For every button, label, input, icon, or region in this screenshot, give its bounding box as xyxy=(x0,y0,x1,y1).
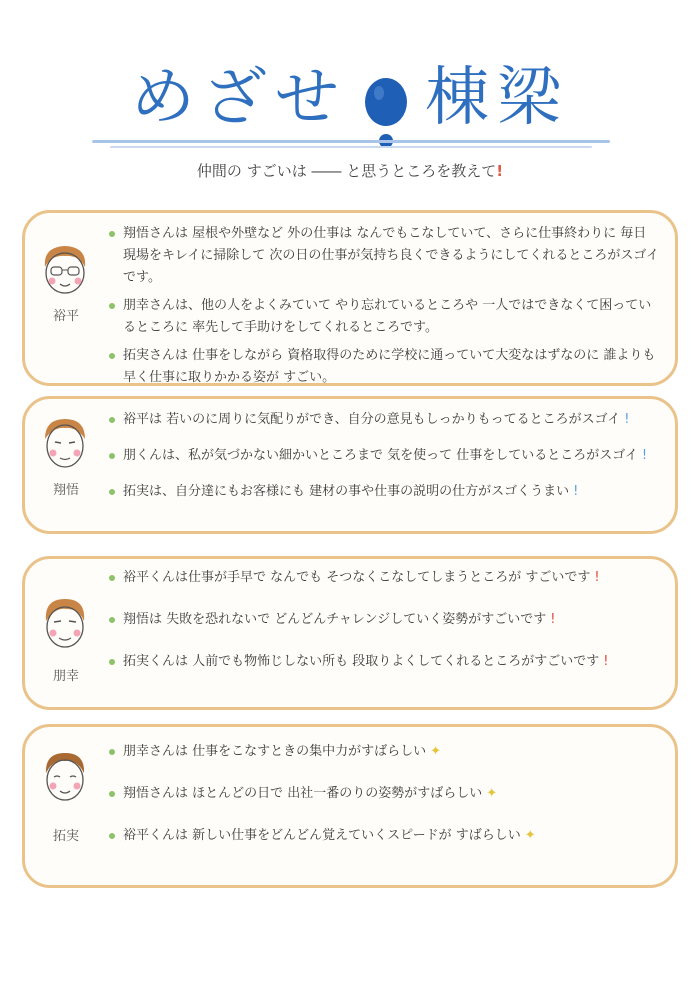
list-item: 拓実は、自分達にもお客様にも 建材の事や仕事の説明の仕方がスゴくうまい ! xyxy=(109,481,661,503)
list-item: 拓実さんは 仕事をしながら 資格取得のために学校に通っていて大変なはずなのに 誰よりも 早く仕事に取りかかる姿が すごい。 xyxy=(109,345,661,389)
bullet-icon xyxy=(109,617,115,623)
bullet-icon xyxy=(109,231,115,237)
title-underline-2 xyxy=(110,146,592,148)
section-tomoyuki xyxy=(22,556,678,710)
section-yuhei xyxy=(22,210,678,386)
list-item: 朋幸さんは 仕事をこなすときの集中力がすばらしい ✦ xyxy=(109,741,661,763)
bullet-icon xyxy=(109,575,115,581)
sparkle-icon: ✦ xyxy=(430,744,442,759)
list-item: 裕平くんは仕事が手早で なんでも そつなくこなしてしまうところが すごいです ! xyxy=(109,567,661,589)
exclamation-mark: ! xyxy=(594,570,600,585)
exclamation-mark: ! xyxy=(624,412,630,427)
list-item: 朋くんは、私が気づかない細かいところまで 気を使って 仕事をしているところがスゴイ ! xyxy=(109,445,661,467)
comment-list xyxy=(109,567,661,673)
bullet-icon xyxy=(109,791,115,797)
bullet-icon xyxy=(109,489,115,495)
comment-list xyxy=(109,409,661,503)
exclamation-mark: ! xyxy=(550,612,556,627)
avatar-tomoyuki-icon xyxy=(39,595,91,651)
bullet-icon xyxy=(109,417,115,423)
section-takumi xyxy=(22,724,678,888)
bullet-icon xyxy=(109,749,115,755)
sparkle-icon: ✦ xyxy=(524,828,536,843)
bullet-icon xyxy=(109,303,115,309)
list-item: 翔悟さんは 屋根や外壁など 外の仕事は なんでもこなしていて、さらに仕事終わりに 毎日 現場をキレイに掃除して 次の日の仕事が気持ち良くできるようにしてくれるところがスゴイです。 xyxy=(109,223,661,289)
comment-list xyxy=(109,741,661,847)
exclamation-mark: ! xyxy=(641,448,648,463)
list-item: 裕平は 若いのに周りに気配りができ、自分の意見もしっかりもってるところがスゴイ ! xyxy=(109,409,661,431)
list-item: 朋幸さんは、他の人をよくみていて やり忘れているところや 一人ではできなくて困っているところに 率先して手助けをしてくれるところです。 xyxy=(109,295,661,339)
subtitle xyxy=(0,160,700,181)
bullet-icon xyxy=(109,353,115,359)
exclamation-mark: ! xyxy=(603,654,609,669)
section-shogo xyxy=(22,396,678,534)
subtitle-text: 仲間の すごいは ―― と思うところを教えて xyxy=(196,162,497,180)
list-item: 翔悟さんは ほとんどの日で 出社一番のりの姿勢がすばらしい ✦ xyxy=(109,783,661,805)
page-title xyxy=(0,46,700,154)
subtitle-mark: ! xyxy=(496,162,504,180)
title-right: 棟梁 xyxy=(425,61,570,135)
comment-list xyxy=(109,223,661,389)
list-item: 翔悟は 失敗を恐れないで どんどんチャレンジしていく姿勢がすごいです ! xyxy=(109,609,661,631)
bullet-icon xyxy=(109,833,115,839)
avatar-shogo-icon xyxy=(39,415,91,471)
section-name: 朋幸 xyxy=(52,669,79,684)
section-name: 翔悟 xyxy=(52,483,79,498)
avatar-takumi-icon xyxy=(39,749,91,805)
bullet-icon xyxy=(109,453,115,459)
section-name: 拓実 xyxy=(52,829,79,844)
title-underline xyxy=(92,140,610,143)
title-left: めざせ xyxy=(130,61,347,135)
exclamation-mark: ! xyxy=(573,484,579,499)
section-name: 裕平 xyxy=(52,309,79,324)
list-item: 拓実くんは 人前でも物怖じしない所も 段取りよくしてくれるところがすごいです ! xyxy=(109,651,661,673)
bullet-icon xyxy=(109,659,115,665)
list-item: 裕平くんは 新しい仕事をどんどん覚えていくスピードが すばらしい ✦ xyxy=(109,825,661,847)
sparkle-icon: ✦ xyxy=(486,786,498,801)
avatar-yuhei-icon xyxy=(39,241,91,297)
